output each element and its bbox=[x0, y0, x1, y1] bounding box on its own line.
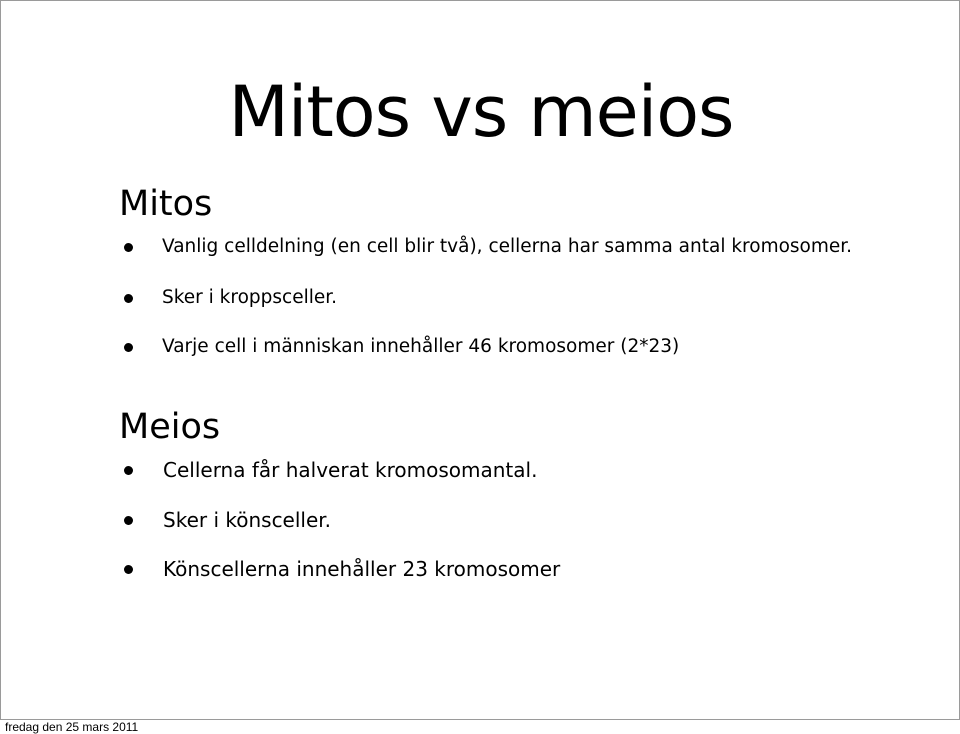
footer-date: fredag den 25 mars 2011 bbox=[5, 720, 139, 734]
slide-title-text: Mitos vs meios bbox=[228, 71, 734, 153]
bullet-text: Vanlig celldelning (en cell blir två), cellerna har samma antal kromosomer. bbox=[162, 236, 853, 257]
bullet-text: Sker i kroppsceller. bbox=[162, 287, 338, 308]
slide-title bbox=[1, 67, 960, 157]
bullet-text: Cellerna får halverat kromosomantal. bbox=[163, 458, 538, 482]
bullet-icon bbox=[124, 243, 133, 252]
bullet-text: Varje cell i människan innehåller 46 kromosomer (2*23) bbox=[162, 336, 680, 357]
section-heading-mitos: Mitos bbox=[119, 184, 213, 224]
section-heading-meios: Meios bbox=[119, 407, 221, 447]
bullet-icon bbox=[124, 294, 133, 303]
bullet-text: Könscellerna innehåller 23 kromosomer bbox=[163, 557, 561, 581]
bullet-text: Sker i könsceller. bbox=[163, 508, 332, 532]
bullet-icon bbox=[124, 466, 133, 475]
bullet-icon bbox=[124, 516, 133, 525]
bullet-icon bbox=[124, 343, 133, 352]
bullet-icon bbox=[124, 565, 133, 574]
